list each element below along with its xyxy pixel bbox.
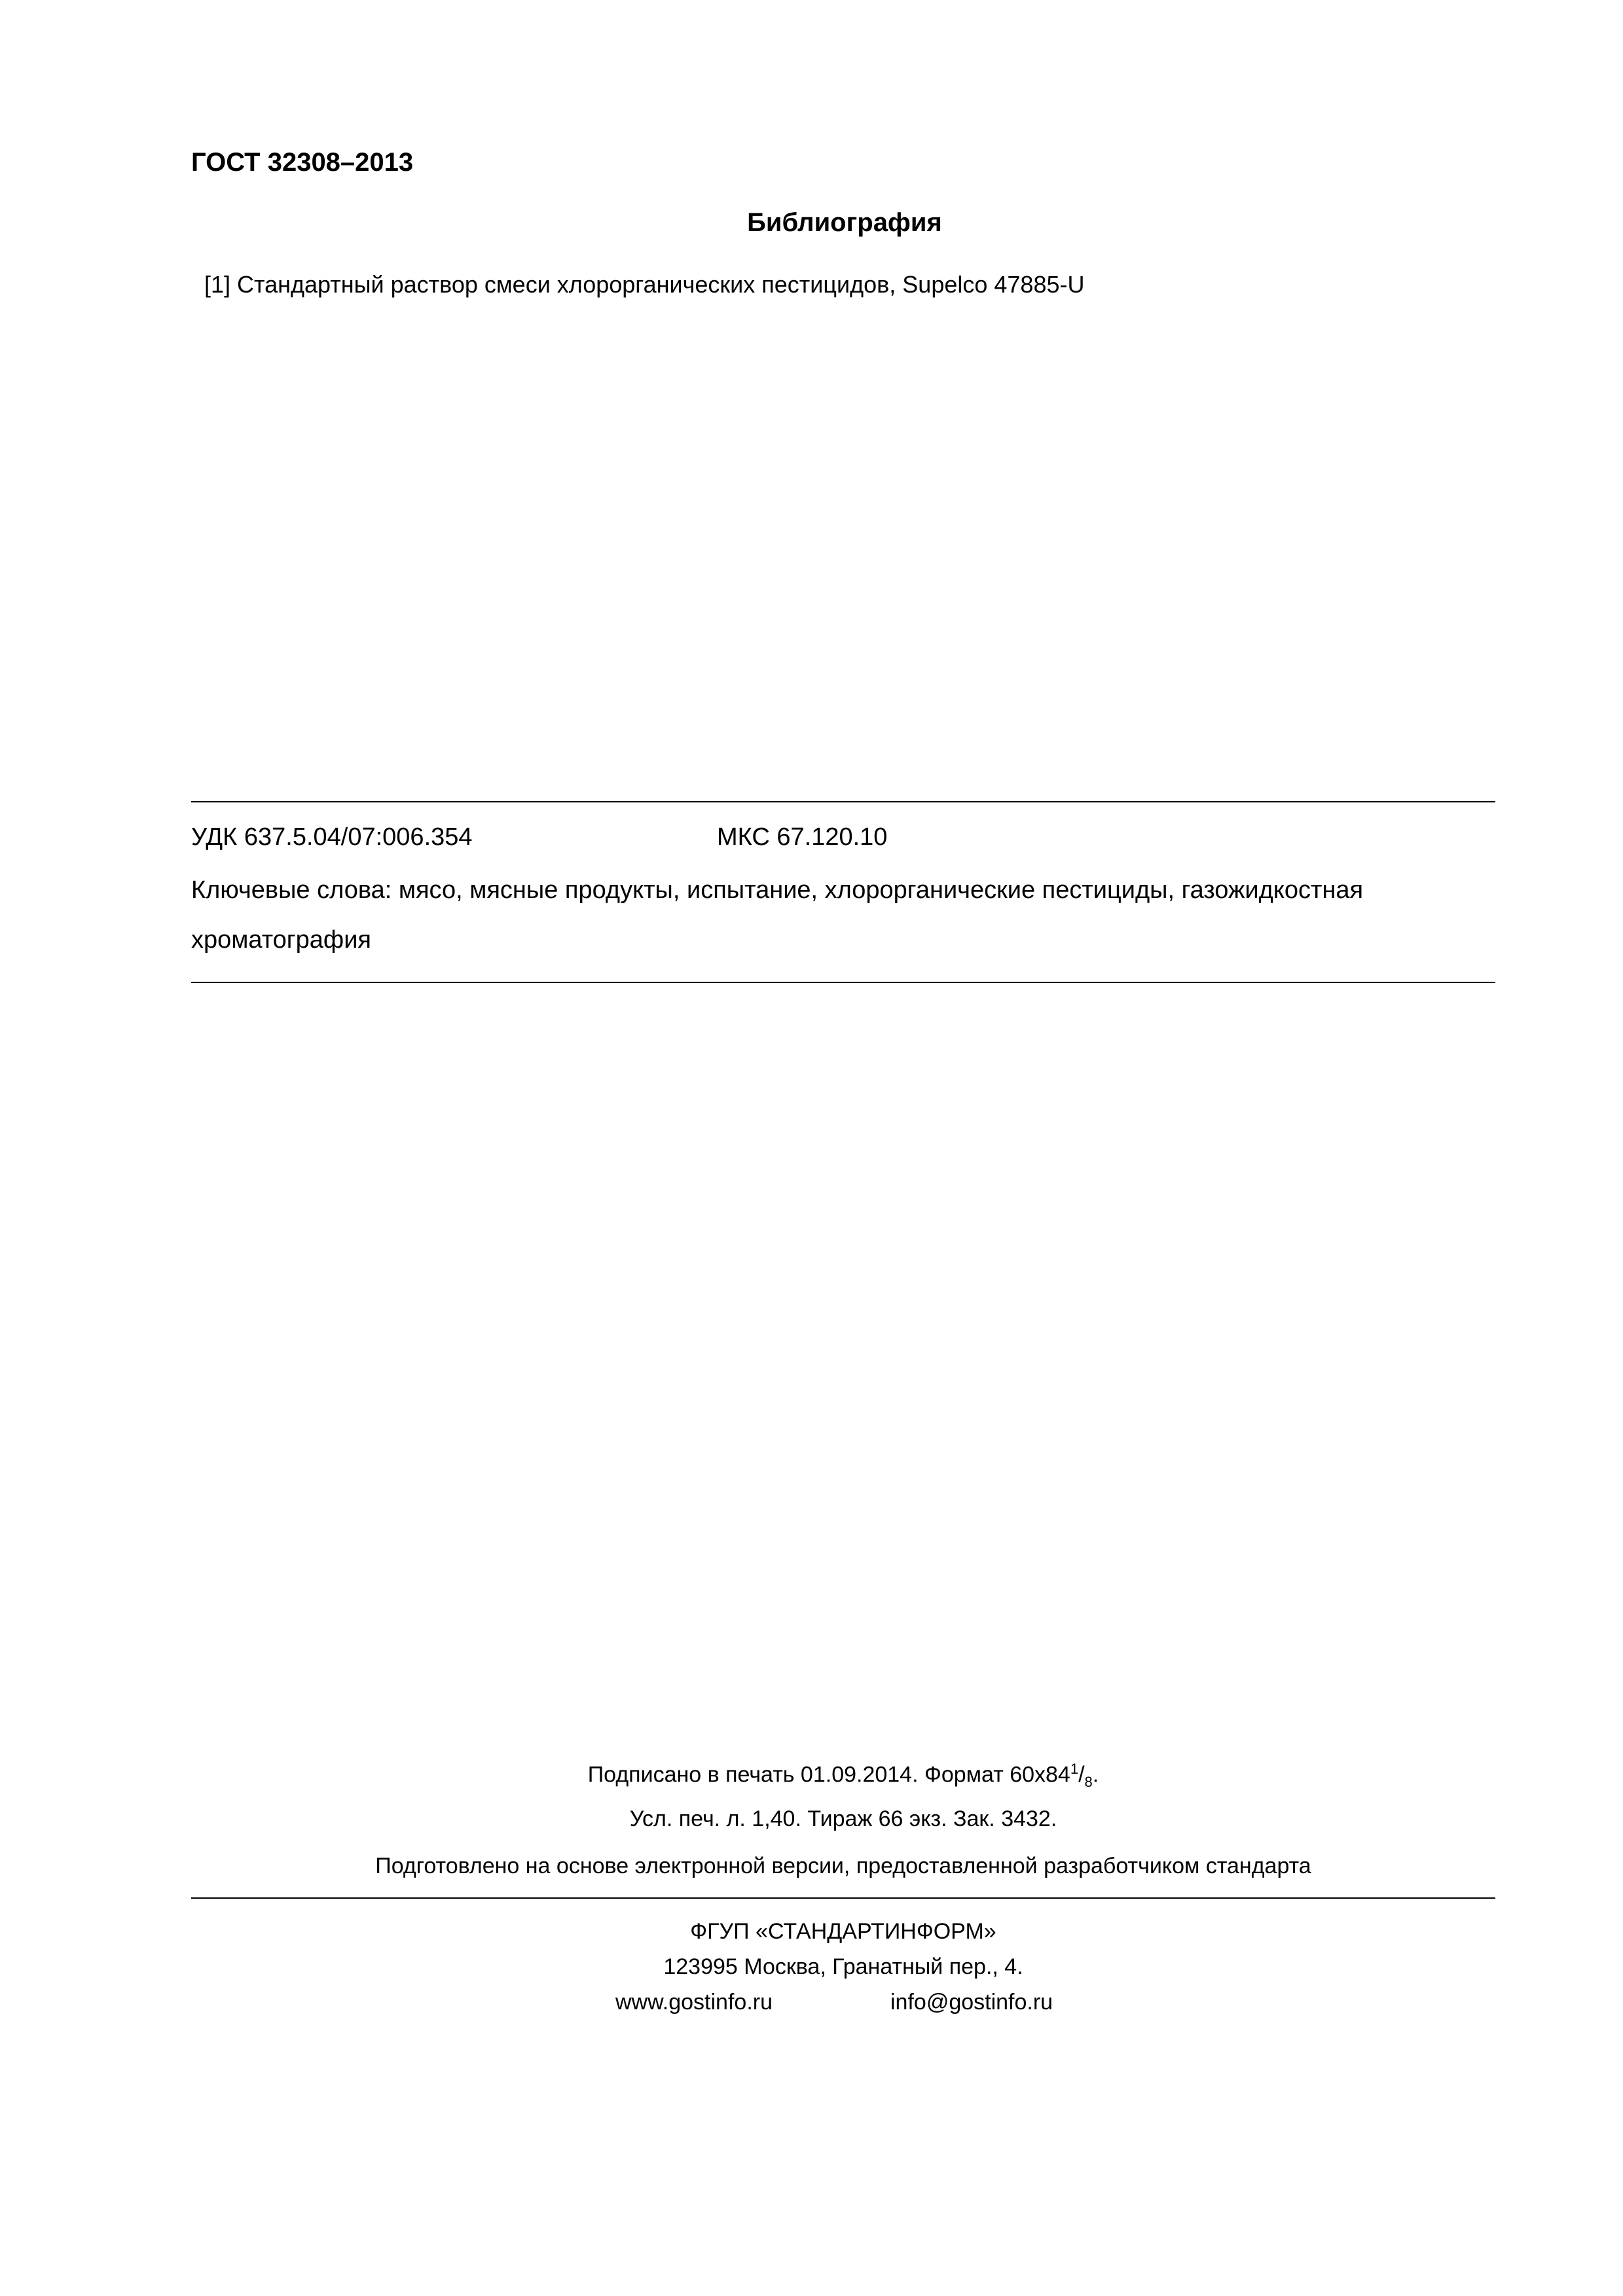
signed-text: Подписано в печать 01.09.2014. Формат 60x84 [587,1762,1070,1787]
email-link[interactable]: info@gostinfo.ru [890,1990,1053,2015]
mks-code: МКС 67.120.10 [717,823,888,851]
standard-number: ГОСТ 32308–2013 [191,148,414,177]
divider-top [191,801,1495,802]
format-superscript: 1 [1070,1761,1079,1777]
publisher-address: 123995 Москва, Гранатный пер., 4. [663,1954,1023,1979]
publisher-name: ФГУП «СТАНДАРТИНФОРМ» [690,1919,996,1944]
format-end: . [1092,1762,1099,1787]
divider-bottom [191,1897,1495,1899]
prepared-note: Подготовлено на основе электронной версии, предоставленной разработчиком стандарта [375,1854,1311,1878]
keywords: Ключевые слова: мясо, мясные продукты, испытание, хлорорганические пестициды, газожидкостная хроматография [191,876,1364,954]
format-subscript: 8 [1084,1774,1093,1791]
signed-for-print [191,1761,1495,1791]
website-link[interactable]: www.gostinfo.ru [615,1990,773,2015]
divider-middle [191,982,1495,983]
bibliography-item: [1] Стандартный раствор смеси хлорорганических пестицидов, Supelco 47885-U [204,271,1085,298]
udk-code: УДК 637.5.04/07:006.354 [191,823,473,851]
bibliography-title: Библиография [747,208,942,237]
print-info: Усл. печ. л. 1,40. Тираж 66 экз. Зак. 3432. [629,1806,1057,1831]
format-slash: / [1078,1762,1085,1787]
